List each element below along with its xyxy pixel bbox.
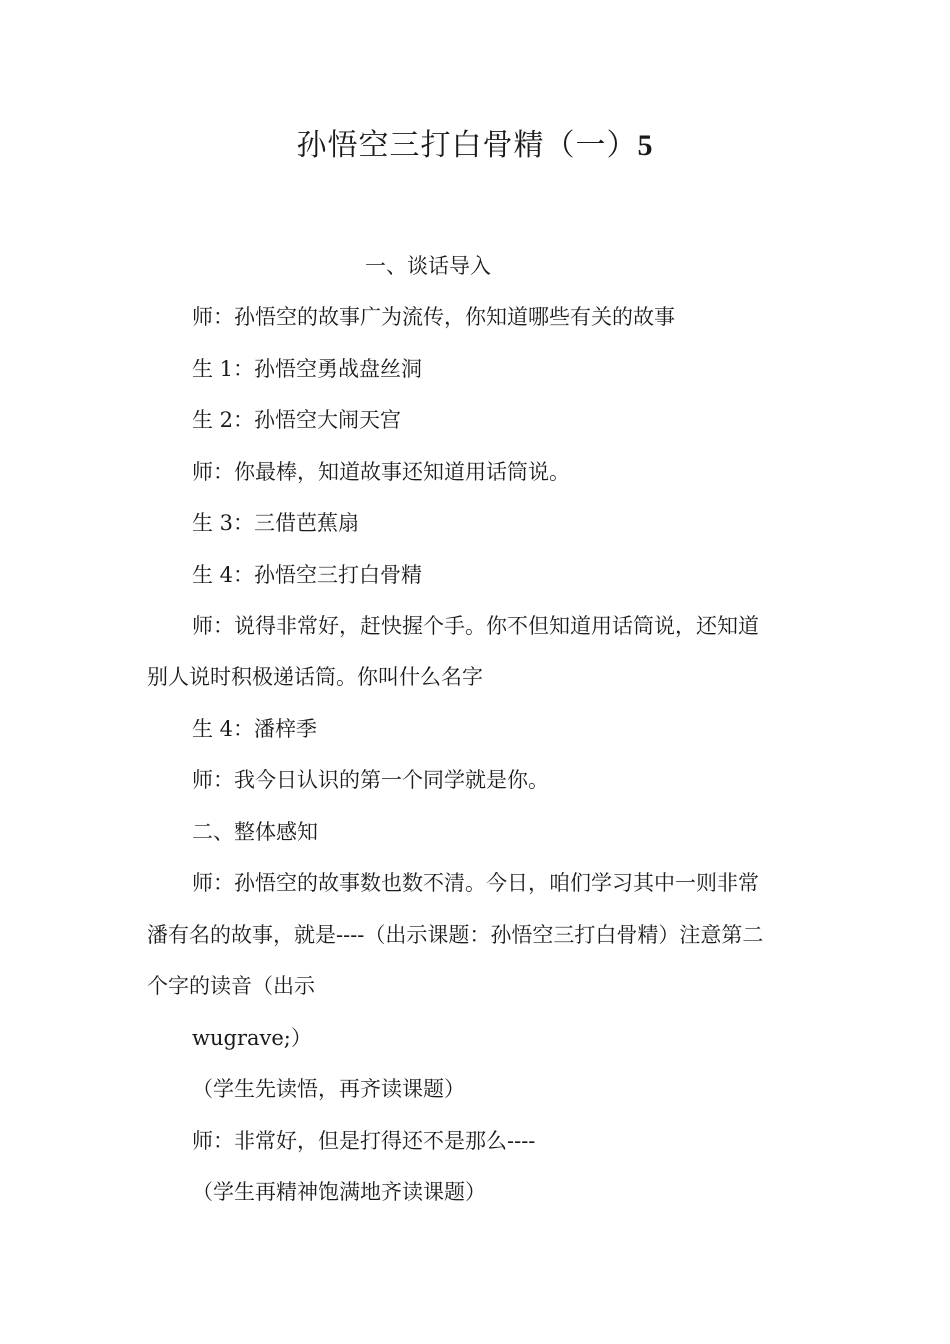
title-text: 孙悟空三打白骨精（一） xyxy=(296,128,638,163)
paragraph-line: 别人说时积极递话筒。你叫什么名字 xyxy=(147,665,483,689)
paragraph-line: 师：说得非常好，赶快握个手。你不但知道用话筒说，还知道 xyxy=(192,614,759,638)
paragraph-line: 个字的读音（出示 xyxy=(147,974,315,998)
paragraph-line: 师：非常好，但是打得还不是那么---- xyxy=(192,1129,536,1153)
paragraph-line: 师：你最棒，知道故事还知道用话筒说。 xyxy=(192,460,570,484)
paragraph-line: 潘有名的故事，就是----（出示课题：孙悟空三打白骨精）注意第二 xyxy=(147,923,764,947)
section-heading-intro: 一、谈话导入 xyxy=(365,254,491,278)
paragraph-line: （学生再精神饱满地齐读课题） xyxy=(192,1180,486,1204)
paragraph-line: （学生先读悟，再齐读课题） xyxy=(192,1077,465,1101)
section-heading-overview: 二、整体感知 xyxy=(192,820,318,844)
paragraph-line: 生 4：孙悟空三打白骨精 xyxy=(192,563,423,587)
paragraph-line: 师：孙悟空的故事数也数不清。今日，咱们学习其中一则非常 xyxy=(192,871,759,895)
paragraph-line: 师：孙悟空的故事广为流传，你知道哪些有关的故事 xyxy=(192,305,675,329)
document-title xyxy=(0,122,950,170)
paragraph-line: 师：我今日认识的第一个同学就是你。 xyxy=(192,768,549,792)
paragraph-line: 生 2：孙悟空大闹天宫 xyxy=(192,408,402,432)
paragraph-line: 生 4：潘梓季 xyxy=(192,717,318,741)
paragraph-line: wugrave;） xyxy=(192,1026,312,1050)
title-number: 5 xyxy=(637,129,654,162)
paragraph-line: 生 1：孙悟空勇战盘丝洞 xyxy=(192,357,423,381)
paragraph-line: 生 3：三借芭蕉扇 xyxy=(192,511,360,535)
